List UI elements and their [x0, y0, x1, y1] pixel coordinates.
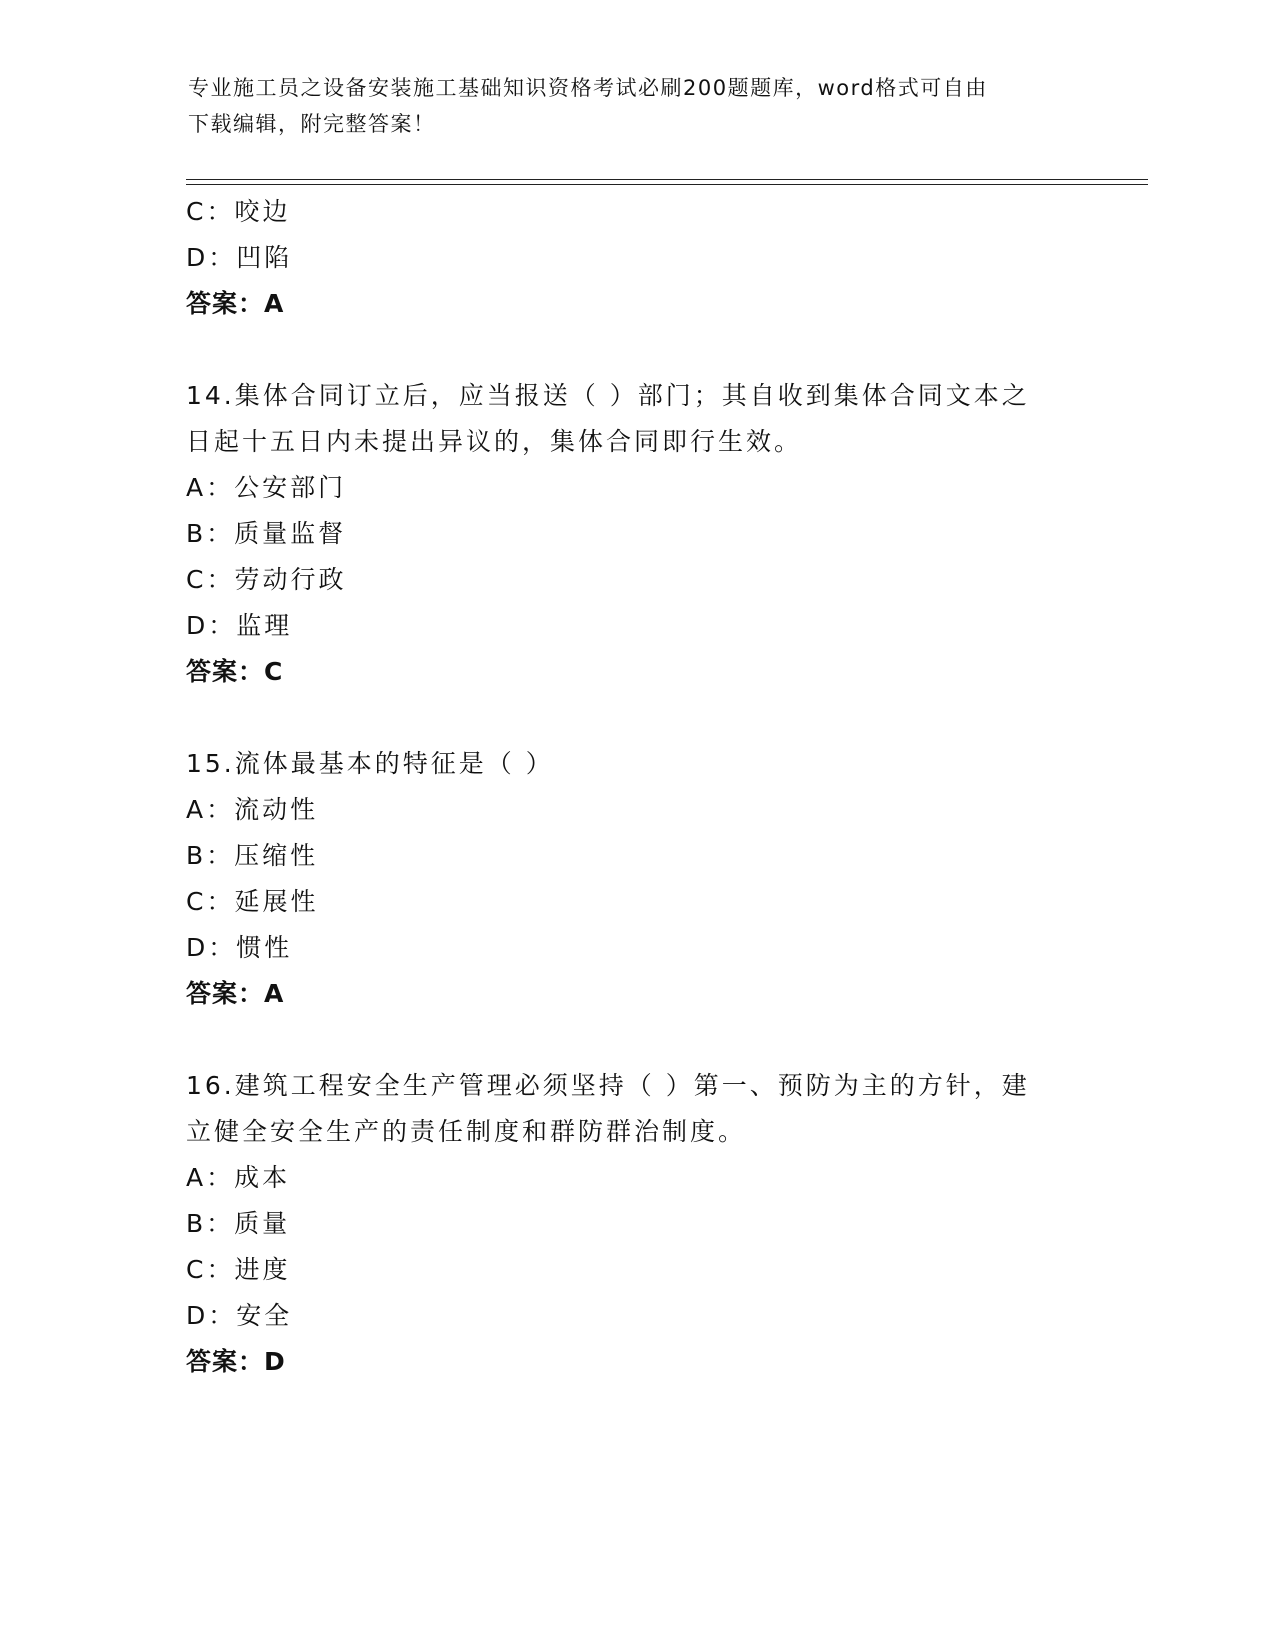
header-line-1: 专业施工员之设备安装施工基础知识资格考试必刷200题题库，word格式可自由: [188, 76, 988, 100]
option-a: A：成本: [186, 1163, 291, 1192]
answer: 答案：A: [186, 289, 285, 318]
question-text-line-2: 日起十五日内未提出异议的，集体合同即行生效。: [186, 427, 803, 456]
option-d: D：安全: [186, 1301, 293, 1330]
option-a: A：流动性: [186, 795, 319, 824]
spacer: [186, 695, 1086, 741]
answer: 答案：A: [186, 979, 285, 1008]
question-14: [186, 373, 1086, 695]
spacer: [186, 1017, 1086, 1063]
question-text-line-1: 15.流体最基本的特征是（ ）: [186, 749, 554, 778]
question-text-line-1: 16.建筑工程安全生产管理必须坚持（ ）第一、预防为主的方针，建: [186, 1071, 1030, 1100]
question-text-line-2: 立健全安全生产的责任制度和群防群治制度。: [186, 1117, 747, 1146]
question-list: [186, 189, 1086, 1385]
option-b: B：压缩性: [186, 841, 319, 870]
document-header: [188, 70, 1088, 142]
header-divider-top: [186, 179, 1148, 180]
option-b: B：质量监督: [186, 519, 347, 548]
option-d: D：凹陷: [186, 243, 293, 272]
option-c: C：进度: [186, 1255, 291, 1284]
header-divider-bottom: [186, 184, 1148, 185]
option-c: C：延展性: [186, 887, 319, 916]
option-b: B：质量: [186, 1209, 291, 1238]
question-13: [186, 189, 1086, 327]
header-line-2: 下载编辑，附完整答案！: [188, 112, 436, 136]
question-16: [186, 1063, 1086, 1385]
option-c: C：咬边: [186, 197, 291, 226]
spacer: [186, 327, 1086, 373]
option-d: D：监理: [186, 611, 293, 640]
option-c: C：劳动行政: [186, 565, 347, 594]
answer: 答案：C: [186, 657, 284, 686]
answer: 答案：D: [186, 1347, 286, 1376]
question-text-line-1: 14.集体合同订立后，应当报送（ ）部门；其自收到集体合同文本之: [186, 381, 1030, 410]
question-15: [186, 741, 1086, 1017]
option-a: A：公安部门: [186, 473, 347, 502]
option-d: D：惯性: [186, 933, 293, 962]
